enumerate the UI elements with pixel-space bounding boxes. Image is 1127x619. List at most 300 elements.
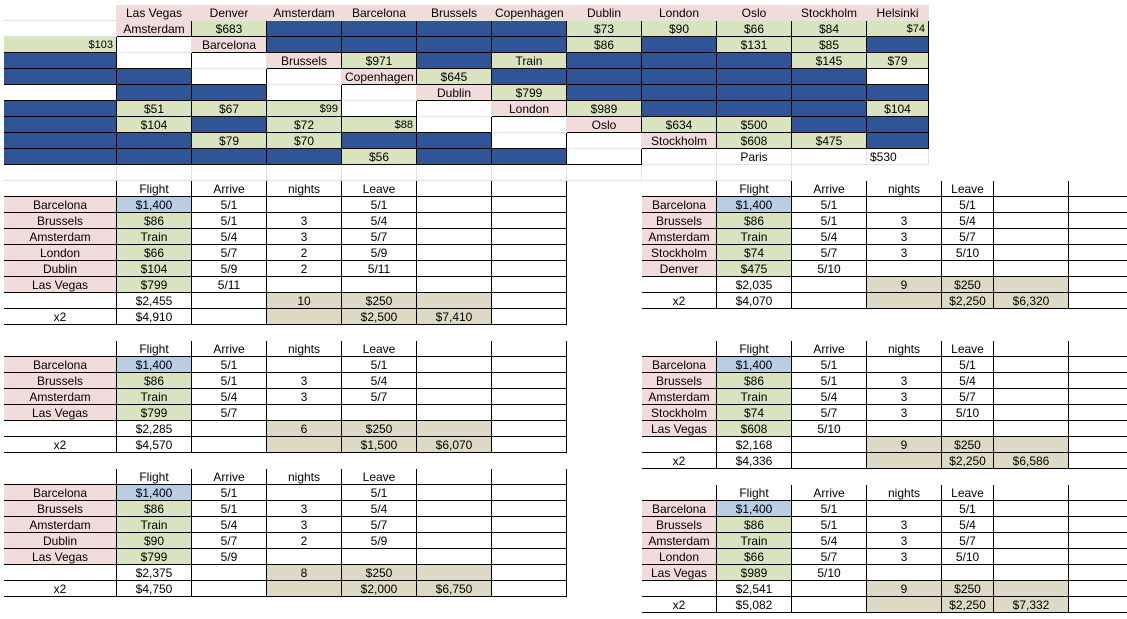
itinerary-column-header[interactable]: Flight — [117, 181, 192, 197]
itinerary-cell[interactable] — [267, 309, 342, 325]
itinerary-arrive-date[interactable]: 5/1 — [192, 501, 267, 517]
matrix-cell[interactable] — [117, 165, 192, 181]
itinerary-arrive-date[interactable]: 5/1 — [792, 213, 867, 229]
matrix-cell[interactable] — [192, 69, 267, 85]
matrix-cell[interactable] — [717, 165, 792, 181]
itinerary-nights[interactable]: 3 — [867, 389, 942, 405]
matrix-price-cell[interactable]: $86 — [567, 37, 642, 53]
itinerary-nights[interactable]: 3 — [867, 229, 942, 245]
grand-total[interactable]: $6,070 — [417, 437, 492, 453]
itinerary-cell[interactable] — [1069, 213, 1127, 229]
matrix-column-header[interactable]: Amsterdam — [267, 5, 342, 21]
itinerary-cell[interactable] — [492, 229, 567, 245]
itinerary-leave-date[interactable] — [342, 405, 417, 421]
matrix-cell[interactable] — [567, 165, 642, 181]
itinerary-nights[interactable]: 3 — [867, 533, 942, 549]
itinerary-arrive-date[interactable]: 5/11 — [192, 277, 267, 293]
matrix-price-cell[interactable]: $645 — [417, 69, 492, 85]
total-multiplier-label[interactable]: x2 — [642, 293, 717, 309]
itinerary-cell[interactable] — [994, 405, 1069, 421]
itinerary-cell[interactable] — [417, 549, 492, 565]
matrix-blocked-cell[interactable] — [792, 85, 867, 101]
matrix-blocked-cell[interactable] — [717, 85, 792, 101]
itinerary-cell[interactable] — [417, 389, 492, 405]
itinerary-cell[interactable] — [417, 469, 492, 485]
itinerary-leave-date[interactable] — [942, 261, 994, 277]
itinerary-city-label[interactable]: Brussels — [4, 373, 117, 389]
matrix-price-cell[interactable]: $971 — [342, 53, 417, 69]
itinerary-city-label[interactable]: Brussels — [4, 213, 117, 229]
matrix-price-cell[interactable]: $73 — [567, 21, 642, 37]
nightly-rate[interactable]: $250 — [342, 565, 417, 581]
total-multiplier-label[interactable]: x2 — [642, 597, 717, 613]
itinerary-cell[interactable] — [492, 341, 567, 357]
matrix-row-label[interactable]: Amsterdam — [117, 21, 192, 37]
itinerary-cell[interactable] — [867, 597, 942, 613]
itinerary-flight-cost[interactable]: $66 — [117, 245, 192, 261]
itinerary-cell[interactable] — [492, 533, 567, 549]
itinerary-flight-cost[interactable]: $86 — [717, 373, 792, 389]
subtotal-flights[interactable]: $2,285 — [117, 421, 192, 437]
matrix-blocked-cell[interactable] — [792, 117, 867, 133]
itinerary-nights[interactable]: 3 — [267, 373, 342, 389]
subtotal-flights[interactable]: $2,375 — [117, 565, 192, 581]
itinerary-cell[interactable] — [994, 565, 1069, 581]
itinerary-city-label[interactable]: Brussels — [642, 517, 717, 533]
itinerary-city-label[interactable]: Barcelona — [642, 357, 717, 373]
itinerary-city-label[interactable]: Brussels — [642, 213, 717, 229]
total-flights[interactable]: $4,570 — [117, 437, 192, 453]
itinerary-cell[interactable] — [1069, 197, 1127, 213]
matrix-cell[interactable] — [342, 165, 417, 181]
itinerary-leave-date[interactable] — [342, 277, 417, 293]
itinerary-cell[interactable] — [1069, 261, 1127, 277]
itinerary-column-header[interactable]: Arrive — [192, 469, 267, 485]
itinerary-nights[interactable]: 3 — [867, 549, 942, 565]
subtotal-flights[interactable]: $2,455 — [117, 293, 192, 309]
itinerary-nights[interactable]: 3 — [867, 405, 942, 421]
itinerary-leave-date[interactable]: 5/9 — [342, 245, 417, 261]
matrix-blocked-cell[interactable] — [267, 37, 342, 53]
itinerary-cell[interactable] — [492, 261, 567, 277]
itinerary-cell[interactable] — [492, 293, 567, 309]
matrix-blocked-cell[interactable] — [492, 149, 567, 165]
itinerary-cell[interactable] — [492, 245, 567, 261]
itinerary-city-label[interactable]: Amsterdam — [4, 229, 117, 245]
total-flights[interactable]: $4,336 — [717, 453, 792, 469]
matrix-price-cell[interactable]: $74 — [867, 21, 929, 37]
itinerary-cell[interactable] — [792, 453, 867, 469]
itinerary-flight-cost[interactable]: Train — [117, 229, 192, 245]
itinerary-corner[interactable] — [642, 181, 717, 197]
matrix-price-cell[interactable]: Train — [492, 53, 567, 69]
itinerary-cell[interactable] — [867, 453, 942, 469]
itinerary-cell[interactable] — [792, 293, 867, 309]
matrix-cell[interactable] — [492, 117, 567, 133]
itinerary-city-label[interactable]: Barcelona — [642, 501, 717, 517]
matrix-cell[interactable] — [267, 69, 342, 85]
itinerary-cell[interactable] — [492, 485, 567, 501]
nightly-rate[interactable]: $250 — [942, 581, 994, 597]
matrix-cell[interactable] — [642, 165, 717, 181]
total-hotel[interactable]: $2,500 — [342, 309, 417, 325]
itinerary-cell[interactable] — [192, 309, 267, 325]
itinerary-leave-date[interactable]: 5/7 — [342, 389, 417, 405]
matrix-cell[interactable] — [642, 149, 717, 165]
itinerary-city-label[interactable]: Las Vegas — [4, 277, 117, 293]
itinerary-flight-cost[interactable]: $74 — [717, 405, 792, 421]
itinerary-cell[interactable] — [417, 517, 492, 533]
itinerary-arrive-date[interactable]: 5/7 — [792, 245, 867, 261]
itinerary-leave-date[interactable]: 5/1 — [342, 485, 417, 501]
itinerary-leave-date[interactable] — [942, 565, 994, 581]
itinerary-city-label[interactable]: Stockholm — [642, 245, 717, 261]
itinerary-cell[interactable] — [994, 213, 1069, 229]
itinerary-cell[interactable] — [1069, 405, 1127, 421]
itinerary-cell[interactable] — [994, 517, 1069, 533]
matrix-column-header[interactable]: Stockholm — [792, 5, 867, 21]
matrix-blocked-cell[interactable] — [792, 101, 867, 117]
itinerary-cell[interactable] — [492, 437, 567, 453]
itinerary-column-header[interactable]: nights — [267, 341, 342, 357]
itinerary-nights[interactable] — [267, 197, 342, 213]
itinerary-cell[interactable] — [994, 501, 1069, 517]
itinerary-column-header[interactable]: Flight — [717, 485, 792, 501]
itinerary-flight-cost[interactable]: $86 — [117, 501, 192, 517]
itinerary-nights[interactable] — [867, 421, 942, 437]
itinerary-nights[interactable]: 3 — [267, 389, 342, 405]
total-flights[interactable]: $4,750 — [117, 581, 192, 597]
itinerary-cell[interactable] — [642, 581, 717, 597]
matrix-cell[interactable] — [192, 165, 267, 181]
matrix-price-cell[interactable]: $79 — [192, 133, 267, 149]
itinerary-cell[interactable] — [994, 277, 1069, 293]
total-hotel[interactable]: $1,500 — [342, 437, 417, 453]
itinerary-cell[interactable] — [1069, 597, 1127, 613]
itinerary-flight-cost[interactable]: $1,400 — [117, 485, 192, 501]
matrix-row-label[interactable]: Copenhagen — [342, 69, 417, 85]
matrix-price-cell[interactable]: $104 — [117, 117, 192, 133]
itinerary-column-header[interactable]: Flight — [117, 469, 192, 485]
itinerary-city-label[interactable]: Barcelona — [4, 197, 117, 213]
itinerary-cell[interactable] — [492, 405, 567, 421]
itinerary-flight-cost[interactable]: $475 — [717, 261, 792, 277]
itinerary-flight-cost[interactable]: $799 — [117, 405, 192, 421]
itinerary-nights[interactable] — [267, 277, 342, 293]
itinerary-cell[interactable] — [417, 373, 492, 389]
itinerary-cell[interactable] — [642, 437, 717, 453]
itinerary-column-header[interactable]: Arrive — [192, 181, 267, 197]
matrix-cell[interactable] — [417, 165, 492, 181]
itinerary-arrive-date[interactable]: 5/4 — [192, 229, 267, 245]
itinerary-city-label[interactable]: Brussels — [642, 373, 717, 389]
itinerary-nights[interactable] — [267, 405, 342, 421]
matrix-column-header[interactable]: Barcelona — [342, 5, 417, 21]
itinerary-nights[interactable]: 3 — [267, 229, 342, 245]
itinerary-column-header[interactable]: Flight — [717, 341, 792, 357]
itinerary-city-label[interactable]: Dublin — [4, 261, 117, 277]
total-flights[interactable]: $5,082 — [717, 597, 792, 613]
itinerary-cell[interactable] — [1069, 581, 1127, 597]
itinerary-flight-cost[interactable]: $1,400 — [717, 357, 792, 373]
itinerary-cell[interactable] — [994, 581, 1069, 597]
itinerary-cell[interactable] — [492, 581, 567, 597]
itinerary-cell[interactable] — [492, 197, 567, 213]
matrix-cell[interactable] — [4, 21, 117, 37]
itinerary-arrive-date[interactable]: 5/7 — [192, 405, 267, 421]
matrix-cell[interactable] — [117, 53, 192, 69]
itinerary-corner[interactable] — [642, 341, 717, 357]
itinerary-leave-date[interactable]: 5/10 — [942, 405, 994, 421]
itinerary-nights[interactable]: 2 — [267, 245, 342, 261]
itinerary-arrive-date[interactable]: 5/10 — [792, 261, 867, 277]
itinerary-city-label[interactable]: Las Vegas — [642, 565, 717, 581]
itinerary-cell[interactable] — [417, 229, 492, 245]
itinerary-nights[interactable] — [867, 501, 942, 517]
matrix-blocked-cell[interactable] — [642, 69, 717, 85]
matrix-blocked-cell[interactable] — [417, 37, 492, 53]
total-flights[interactable]: $4,070 — [717, 293, 792, 309]
itinerary-flight-cost[interactable]: $799 — [117, 277, 192, 293]
itinerary-cell[interactable] — [417, 405, 492, 421]
itinerary-cell[interactable] — [492, 181, 567, 197]
itinerary-cell[interactable] — [1069, 501, 1127, 517]
matrix-blocked-cell[interactable] — [267, 21, 342, 37]
itinerary-city-label[interactable]: Las Vegas — [642, 421, 717, 437]
matrix-column-header[interactable]: Copenhagen — [492, 5, 567, 21]
matrix-row-label[interactable]: Barcelona — [192, 37, 267, 53]
itinerary-cell[interactable] — [492, 421, 567, 437]
itinerary-arrive-date[interactable]: 5/10 — [792, 421, 867, 437]
itinerary-arrive-date[interactable]: 5/7 — [192, 245, 267, 261]
itinerary-cell[interactable] — [1069, 517, 1127, 533]
itinerary-arrive-date[interactable]: 5/7 — [792, 405, 867, 421]
itinerary-column-header[interactable]: Arrive — [192, 341, 267, 357]
itinerary-cell[interactable] — [417, 277, 492, 293]
itinerary-flight-cost[interactable]: $608 — [717, 421, 792, 437]
matrix-price-cell[interactable]: $90 — [642, 21, 717, 37]
itinerary-arrive-date[interactable]: 5/1 — [192, 485, 267, 501]
matrix-row-label[interactable]: Oslo — [567, 117, 642, 133]
itinerary-cell[interactable] — [1069, 357, 1127, 373]
itinerary-leave-date[interactable]: 5/7 — [342, 229, 417, 245]
itinerary-flight-cost[interactable]: $989 — [717, 565, 792, 581]
matrix-blocked-cell[interactable] — [717, 53, 792, 69]
itinerary-flight-cost[interactable]: Train — [717, 229, 792, 245]
itinerary-cell[interactable] — [492, 389, 567, 405]
matrix-blocked-cell[interactable] — [4, 69, 117, 85]
total-hotel[interactable]: $2,000 — [342, 581, 417, 597]
itinerary-nights[interactable]: 3 — [267, 501, 342, 517]
itinerary-leave-date[interactable]: 5/4 — [942, 517, 994, 533]
itinerary-city-label[interactable]: London — [4, 245, 117, 261]
itinerary-nights[interactable]: 3 — [867, 373, 942, 389]
itinerary-city-label[interactable]: London — [642, 549, 717, 565]
itinerary-arrive-date[interactable]: 5/1 — [792, 501, 867, 517]
itinerary-cell[interactable] — [1069, 421, 1127, 437]
itinerary-leave-date[interactable]: 5/1 — [942, 357, 994, 373]
itinerary-flight-cost[interactable]: $1,400 — [717, 197, 792, 213]
itinerary-city-label[interactable]: Stockholm — [642, 405, 717, 421]
itinerary-corner[interactable] — [4, 341, 117, 357]
matrix-cell[interactable] — [792, 149, 867, 165]
matrix-price-cell[interactable]: $70 — [267, 133, 342, 149]
itinerary-cell[interactable] — [417, 357, 492, 373]
itinerary-column-header[interactable]: Leave — [342, 181, 417, 197]
itinerary-city-label[interactable]: Barcelona — [4, 357, 117, 373]
subtotal-nights[interactable]: 9 — [867, 581, 942, 597]
matrix-blocked-cell[interactable] — [567, 69, 642, 85]
itinerary-nights[interactable]: 2 — [267, 261, 342, 277]
itinerary-cell[interactable] — [1069, 549, 1127, 565]
itinerary-cell[interactable] — [867, 293, 942, 309]
matrix-blocked-cell[interactable] — [117, 69, 192, 85]
itinerary-flight-cost[interactable]: $1,400 — [117, 197, 192, 213]
matrix-blocked-cell[interactable] — [192, 149, 267, 165]
itinerary-city-label[interactable]: Amsterdam — [642, 389, 717, 405]
itinerary-flight-cost[interactable]: $86 — [717, 517, 792, 533]
itinerary-arrive-date[interactable]: 5/4 — [192, 517, 267, 533]
itinerary-flight-cost[interactable]: Train — [117, 517, 192, 533]
itinerary-cell[interactable] — [792, 437, 867, 453]
itinerary-cell[interactable] — [4, 421, 117, 437]
itinerary-cell[interactable] — [267, 581, 342, 597]
itinerary-cell[interactable] — [417, 261, 492, 277]
matrix-blocked-cell[interactable] — [342, 37, 417, 53]
itinerary-cell[interactable] — [417, 533, 492, 549]
itinerary-cell[interactable] — [994, 421, 1069, 437]
matrix-price-cell[interactable]: $799 — [492, 85, 567, 101]
itinerary-flight-cost[interactable]: $86 — [117, 213, 192, 229]
itinerary-leave-date[interactable]: 5/7 — [942, 229, 994, 245]
matrix-column-header[interactable]: Helsinki — [867, 5, 929, 21]
matrix-blocked-cell[interactable] — [717, 101, 792, 117]
itinerary-cell[interactable] — [792, 277, 867, 293]
itinerary-cell[interactable] — [994, 533, 1069, 549]
itinerary-cell[interactable] — [792, 581, 867, 597]
matrix-cell[interactable] — [4, 85, 117, 101]
matrix-cell[interactable] — [492, 133, 567, 149]
itinerary-cell[interactable] — [192, 437, 267, 453]
itinerary-leave-date[interactable]: 5/4 — [342, 213, 417, 229]
matrix-blocked-cell[interactable] — [4, 149, 117, 165]
matrix-blocked-cell[interactable] — [4, 117, 117, 133]
matrix-blocked-cell[interactable] — [117, 85, 192, 101]
itinerary-leave-date[interactable] — [342, 549, 417, 565]
itinerary-column-header[interactable]: nights — [867, 341, 942, 357]
itinerary-cell[interactable] — [1069, 565, 1127, 581]
itinerary-leave-date[interactable]: 5/1 — [942, 197, 994, 213]
matrix-blocked-cell[interactable] — [192, 85, 267, 101]
matrix-price-cell[interactable]: $103 — [4, 37, 117, 53]
itinerary-flight-cost[interactable]: $66 — [717, 549, 792, 565]
itinerary-nights[interactable] — [267, 357, 342, 373]
matrix-price-cell[interactable]: $608 — [717, 133, 792, 149]
matrix-price-cell[interactable]: $79 — [867, 53, 929, 69]
itinerary-leave-date[interactable]: 5/4 — [342, 501, 417, 517]
itinerary-cell[interactable] — [492, 565, 567, 581]
itinerary-column-header[interactable]: nights — [867, 485, 942, 501]
matrix-blocked-cell[interactable] — [192, 117, 267, 133]
itinerary-arrive-date[interactable]: 5/7 — [792, 549, 867, 565]
matrix-blocked-cell[interactable] — [117, 133, 192, 149]
itinerary-leave-date[interactable]: 5/7 — [942, 533, 994, 549]
itinerary-corner[interactable] — [642, 485, 717, 501]
matrix-price-cell[interactable]: $634 — [642, 117, 717, 133]
itinerary-cell[interactable] — [994, 181, 1069, 197]
itinerary-leave-date[interactable]: 5/4 — [942, 213, 994, 229]
itinerary-corner[interactable] — [4, 181, 117, 197]
itinerary-leave-date[interactable]: 5/1 — [942, 501, 994, 517]
itinerary-city-label[interactable]: Brussels — [4, 501, 117, 517]
itinerary-arrive-date[interactable]: 5/4 — [792, 533, 867, 549]
matrix-price-cell[interactable]: $104 — [867, 101, 929, 117]
itinerary-cell[interactable] — [1069, 341, 1127, 357]
matrix-price-cell[interactable]: $51 — [117, 101, 192, 117]
itinerary-nights[interactable] — [867, 261, 942, 277]
matrix-blocked-cell[interactable] — [417, 133, 492, 149]
itinerary-cell[interactable] — [994, 437, 1069, 453]
itinerary-cell[interactable] — [994, 357, 1069, 373]
itinerary-column-header[interactable]: nights — [267, 181, 342, 197]
itinerary-leave-date[interactable]: 5/11 — [342, 261, 417, 277]
matrix-price-cell[interactable]: $683 — [192, 21, 267, 37]
itinerary-cell[interactable] — [492, 549, 567, 565]
itinerary-cell[interactable] — [994, 245, 1069, 261]
matrix-blocked-cell[interactable] — [4, 53, 117, 69]
itinerary-cell[interactable] — [492, 357, 567, 373]
itinerary-cell[interactable] — [417, 501, 492, 517]
itinerary-cell[interactable] — [492, 517, 567, 533]
itinerary-cell[interactable] — [994, 549, 1069, 565]
itinerary-nights[interactable]: 3 — [867, 517, 942, 533]
itinerary-cell[interactable] — [192, 565, 267, 581]
itinerary-cell[interactable] — [994, 485, 1069, 501]
matrix-price-cell[interactable]: $85 — [792, 37, 867, 53]
matrix-cell[interactable] — [4, 165, 117, 181]
itinerary-arrive-date[interactable]: 5/1 — [192, 357, 267, 373]
itinerary-arrive-date[interactable]: 5/7 — [192, 533, 267, 549]
itinerary-cell[interactable] — [792, 597, 867, 613]
itinerary-column-header[interactable]: nights — [267, 469, 342, 485]
matrix-price-cell[interactable]: $72 — [267, 117, 342, 133]
matrix-price-cell[interactable]: $145 — [792, 53, 867, 69]
total-multiplier-label[interactable]: x2 — [4, 581, 117, 597]
itinerary-nights[interactable]: 3 — [867, 245, 942, 261]
itinerary-cell[interactable] — [417, 245, 492, 261]
itinerary-leave-date[interactable]: 5/9 — [342, 533, 417, 549]
matrix-blocked-cell[interactable] — [642, 85, 717, 101]
itinerary-city-label[interactable]: Las Vegas — [4, 405, 117, 421]
itinerary-arrive-date[interactable]: 5/4 — [192, 389, 267, 405]
itinerary-cell[interactable] — [1069, 229, 1127, 245]
matrix-column-header[interactable]: Oslo — [717, 5, 792, 21]
itinerary-city-label[interactable]: Amsterdam — [4, 389, 117, 405]
matrix-blocked-cell[interactable] — [492, 21, 567, 37]
itinerary-city-label[interactable]: Barcelona — [4, 485, 117, 501]
itinerary-cell[interactable] — [417, 421, 492, 437]
matrix-blocked-cell[interactable] — [717, 69, 792, 85]
matrix-column-header[interactable]: Denver — [192, 5, 267, 21]
itinerary-leave-date[interactable]: 5/4 — [942, 373, 994, 389]
itinerary-column-header[interactable]: Arrive — [792, 485, 867, 501]
itinerary-flight-cost[interactable]: Train — [117, 389, 192, 405]
itinerary-arrive-date[interactable]: 5/1 — [792, 517, 867, 533]
matrix-cell[interactable] — [192, 53, 267, 69]
itinerary-flight-cost[interactable]: $86 — [717, 213, 792, 229]
total-hotel[interactable]: $2,250 — [942, 293, 994, 309]
matrix-blocked-cell[interactable] — [342, 21, 417, 37]
